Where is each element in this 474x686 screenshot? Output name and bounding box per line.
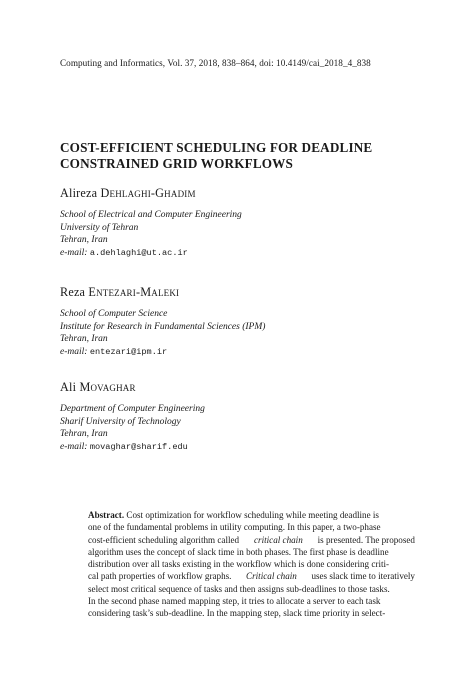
affiliation [60,308,420,358]
affiliation-line: Tehran, Iran [60,334,108,344]
abstract-line: select most critical sequence of tasks and then assigns sub-deadlines to those tasks. [88,583,390,594]
title-line-2: CONSTRAINED GRID WORKFLOWS [60,156,294,171]
abstract-line: considering task’s sub-deadline. In the mapping step, slack time priority in select- [88,608,386,619]
email-address[interactable]: a.dehlaghi@ut.ac.ir [89,247,188,258]
journal-citation: Computing and Informatics, Vol. 37, 2018, 838–864, doi: 10.4149/cai_2018_4_838 [60,58,371,68]
author-last-name: Entezari-Maleki [88,285,180,299]
abstract-line: algorithm uses the concept of slack time in both phases. The first phase is deadline [88,546,389,557]
author-block-3 [60,380,420,453]
email-label: e-mail: [60,247,88,258]
author-block-2 [60,285,420,358]
abstract-line: cal path properties of workflow graphs. Critical chain uses slack time to iteratively [88,571,415,582]
author-last-name: Movaghar [79,380,136,394]
affiliation-line: School of Electrical and Computer Engineering [60,210,242,220]
author-first-name: Reza [60,285,86,299]
abstract-text: Cost optimization for workflow scheduling while meeting deadline is [126,510,379,520]
email-address[interactable]: movaghar@sharif.edu [89,441,188,452]
affiliation-line: Tehran, Iran [60,235,108,245]
affiliation-line: University of Tehran [60,222,139,233]
abstract [88,509,415,620]
affiliation [60,209,420,259]
email-line [60,247,420,260]
paper-title [60,140,420,172]
email-label: e-mail: [60,346,88,357]
author-name [60,186,420,201]
author-block-1 [60,186,420,259]
author-last-name: Dehlaghi-Ghadim [100,186,196,200]
abstract-line: In the second phase named mapping step, it tries to allocate a server to each task [88,596,381,607]
affiliation-line: Institute for Research in Fundamental Sciences (IPM) [60,321,266,332]
affiliation-line: Department of Computer Engineering [60,404,205,414]
author-first-name: Alireza [60,186,98,200]
email-label: e-mail: [60,441,88,452]
affiliation [60,403,420,453]
abstract-line [88,509,415,521]
affiliation-line: Tehran, Iran [60,429,108,439]
abstract-label: Abstract. [88,510,125,520]
email-line [60,441,420,454]
author-name [60,380,420,395]
author-name [60,285,420,300]
email-address[interactable]: entezari@ipm.ir [89,346,168,357]
affiliation-line: School of Computer Science [60,309,168,319]
author-first-name: Ali [60,380,77,394]
abstract-line: one of the fundamental problems in utility computing. In this paper, a two-phase [88,522,381,533]
title-line-1: COST-EFFICIENT SCHEDULING FOR DEADLINE [60,140,373,155]
affiliation-line: Sharif University of Technology [60,416,181,427]
email-line [60,346,420,359]
abstract-line: distribution over all tasks existing in the workflow which is done considering criti- [88,559,390,570]
abstract-line: cost-efficient scheduling algorithm called critical chain is presented. The proposed [88,534,415,545]
